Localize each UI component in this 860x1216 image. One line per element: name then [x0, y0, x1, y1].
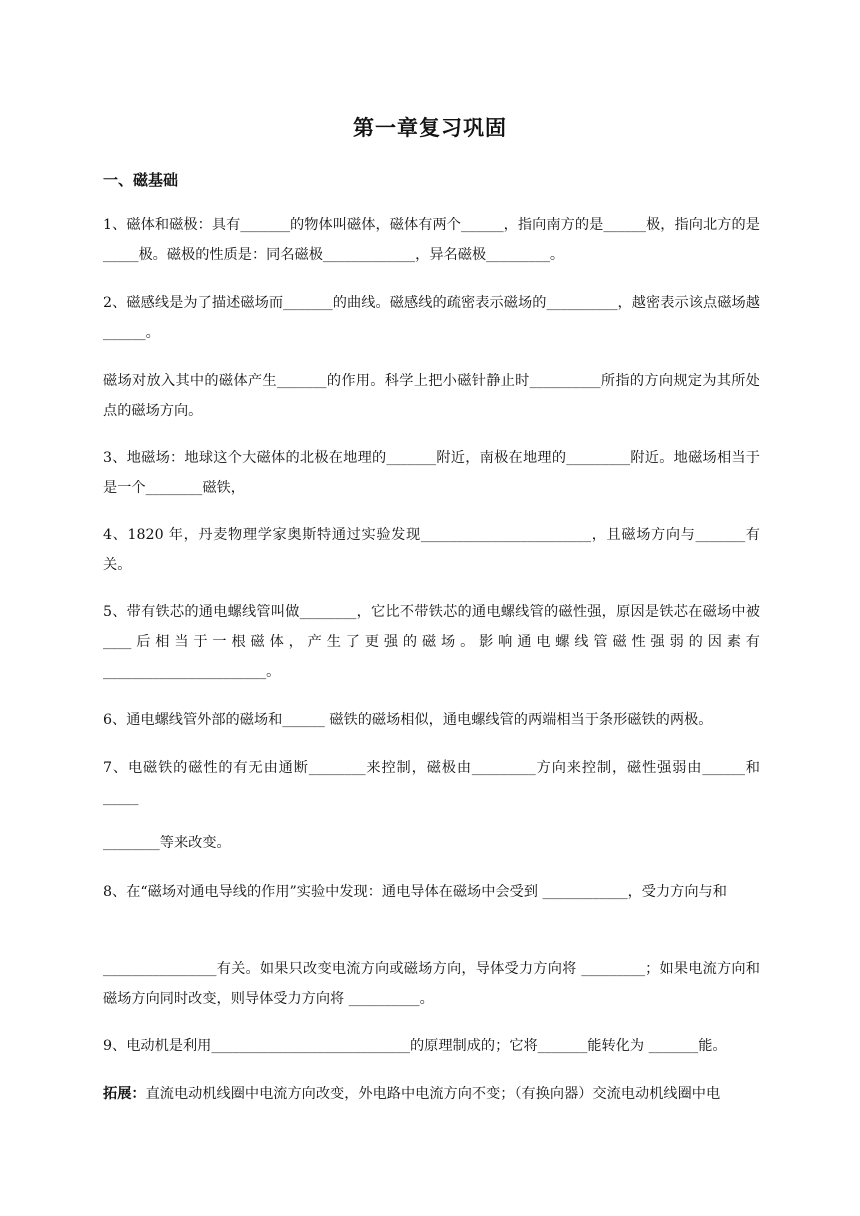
extension-paragraph — [103, 1079, 760, 1109]
question-7: 7、电磁铁的磁性的有无由通断________来控制，磁极由_________方向来控制，磁性强弱由______和_____ — [103, 760, 760, 806]
question-6: 6、通电螺线管外部的磁场和______ 磁铁的磁场相似，通电螺线管的两端相当于条形磁铁的两极。 — [103, 712, 713, 728]
question-2: 2、磁感线是为了描述磁场而_______的曲线。磁感线的疏密表示磁场的__________，越密表示该点磁场越______。 — [103, 295, 760, 341]
question-7-continued: ________等来改变。 — [103, 835, 231, 851]
question-9: 9、电动机是利用____________________________的原理制成的；它将_______能转化为 _______能。 — [103, 1038, 727, 1054]
question-5: 5、带有铁芯的通电螺线管叫做________，它比不带铁芯的通电螺线管的磁性强，原因是铁芯在磁场中被____后相当于一根磁体，产生了更强的磁场。影响通电螺线管磁性强弱的因素有_______________________。 — [103, 604, 760, 680]
extension-text: 直流电动机线圈中电流方向改变，外电路中电流方向不变；（有换向器）交流电动机线圈中电 — [145, 1086, 721, 1102]
question-3: 3、地磁场：地球这个大磁体的北极在地理的_______附近，南极在地理的_________附近。地磁场相当于是一个________磁铁， — [103, 450, 760, 496]
question-1: 1、磁体和磁极：具有_______的物体叫磁体，磁体有两个______，指向南方的是______极，指向北方的是_____极。磁极的性质是：同名磁极_____________，异名磁极_________。 — [103, 217, 760, 263]
paragraph-magnetic-field: 磁场对放入其中的磁体产生_______的作用。科学上把小磁针静止时__________所指的方向规定为其所处点的磁场方向。 — [103, 373, 760, 419]
question-8: 8、在“磁场对通电导线的作用”实验中发现：通电导体在磁场中会受到 ____________，受力方向与和 — [103, 884, 727, 900]
extension-label: 拓展： — [103, 1086, 146, 1102]
question-8-continued: ________________有关。如果只改变电流方向或磁场方向，导体受力方向将 _________；如果电流方向和磁场方向同时改变，则导体受力方向将 __________。 — [103, 961, 760, 1007]
question-4: 4、1820 年，丹麦物理学家奥斯特通过实验发现________________________，且磁场方向与_______有关。 — [103, 527, 760, 573]
section-heading: 一、磁基础 — [103, 171, 179, 189]
page-title: 第一章复习巩固 — [353, 115, 507, 140]
